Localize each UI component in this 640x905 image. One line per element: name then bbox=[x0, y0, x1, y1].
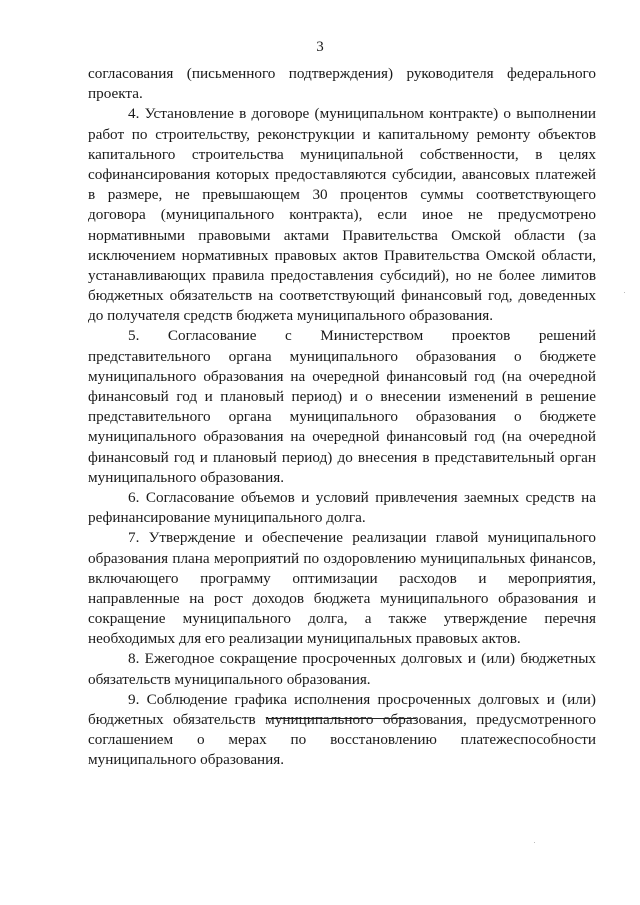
document-text-line: бюджетных обязательств на соответствующий финансовый год, доведенных bbox=[88, 287, 596, 305]
page-number: 3 bbox=[316, 39, 324, 55]
scan-artifact bbox=[534, 842, 535, 843]
document-text-line: согласования (письменного подтверждения) руководителя федерального bbox=[88, 65, 596, 82]
document-text-line: софинансирования которых предоставляются субсидии, авансовых платежей bbox=[88, 165, 596, 183]
document-text-line: образования плана мероприятий по оздоровлению муниципальных финансов, bbox=[88, 549, 596, 567]
scan-artifact bbox=[624, 292, 625, 293]
document-text-line: 7. Утверждение и обеспечение реализации главой муниципального bbox=[128, 529, 596, 547]
document-text-line: исключением нормативных правовых актов Правительства Омской области, bbox=[88, 246, 596, 264]
document-text-line: включающего программу оптимизации расходов и мероприятия, bbox=[88, 569, 596, 587]
document-text-line: 6. Согласование объемов и условий привлечения заемных средств на bbox=[128, 488, 596, 506]
document-text-line: 5. Согласование с Министерством проектов решений bbox=[128, 327, 596, 345]
document-text-line: капитального строительства муниципальной собственности, в целях bbox=[88, 145, 596, 163]
document-text-line: проекта. bbox=[88, 85, 143, 103]
document-text-line: 8. Ежегодное сокращение просроченных долговых и (или) бюджетных bbox=[128, 650, 596, 668]
document-text-line: муниципального образования на очередной финансовый год (на очередной bbox=[88, 428, 596, 446]
document-text-line: муниципального образования на очередной финансовый год (на очередной bbox=[88, 367, 596, 385]
document-text-line: необходимых для его реализации муниципальных правовых актов. bbox=[88, 630, 521, 648]
document-text-line: соглашением о мерах по восстановлению платежеспособности bbox=[88, 731, 596, 749]
document-text-line: финансовый год и плановый период) и о внесении изменений в решение bbox=[88, 388, 596, 405]
document-text-line: муниципального образования. bbox=[88, 468, 285, 486]
document-text-line: до получателя средств бюджета муниципального образования. bbox=[88, 307, 494, 325]
document-text-line: работ по строительству, реконструкции и капитальному ремонту объектов bbox=[88, 125, 596, 143]
end-of-document-divider bbox=[266, 718, 416, 719]
document-text-line: бюджетных обязательств муниципального образования, предусмотренного bbox=[88, 711, 596, 728]
document-text-line: финансовый год и плановый период) до внесения в представительный орган bbox=[88, 448, 596, 466]
document-text-line: сокращение муниципального долга, а также утверждение перечня bbox=[88, 610, 596, 628]
document-text-line: устанавливающих правила предоставления субсидий), но не более лимитов bbox=[88, 266, 596, 284]
document-text-line: представительного органа муниципального образования о бюджете bbox=[88, 347, 596, 365]
document-text-line: 4. Установление в договоре (муниципальном контракте) о выполнении bbox=[128, 105, 596, 123]
document-body bbox=[88, 64, 596, 771]
document-text-line: рефинансирование муниципального долга. bbox=[88, 509, 366, 527]
document-text-line: обязательств муниципального образования. bbox=[88, 670, 371, 688]
document-text-line: договора (муниципального контракта), если иное не предусмотрено bbox=[88, 206, 596, 224]
document-text-line: направленные на рост доходов бюджета муниципального образования и bbox=[88, 589, 596, 607]
document-text-line: 9. Соблюдение графика исполнения просроченных долговых и (или) bbox=[128, 690, 596, 708]
document-text-line: муниципального образования. bbox=[88, 751, 285, 769]
document-text-line: в размере, не превышающем 30 процентов суммы соответствующего bbox=[88, 186, 596, 204]
document-text-line: нормативными правовыми актами Правительства Омской области (за bbox=[88, 226, 596, 244]
document-text-line: представительного органа муниципального образования о бюджете bbox=[88, 408, 596, 426]
